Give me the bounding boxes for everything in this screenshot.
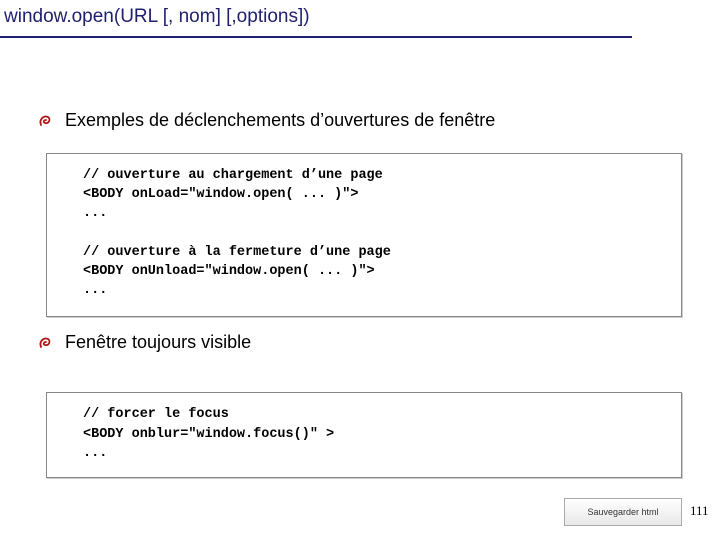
page-number: 111 — [690, 503, 709, 518]
bullet-item-open-examples — [38, 110, 495, 131]
code-line: <BODY onUnload="window.open( ... )"> — [83, 264, 375, 279]
bullet-text: Fenêtre toujours visible — [65, 332, 252, 352]
slide-title: window.open(URL [, nom] [,options]) — [4, 6, 310, 27]
code-line: // forcer le focus — [83, 407, 229, 422]
code-line: ... — [83, 446, 108, 461]
code-block-focus — [46, 392, 682, 478]
swirl-bullet-icon — [38, 336, 52, 350]
bullet-item-always-visible — [38, 332, 251, 353]
title-underline — [0, 36, 632, 38]
save-html-button[interactable]: Sauvegarder html — [564, 498, 682, 526]
code-line: <BODY onblur="window.focus()" > — [83, 427, 335, 442]
bullet-text: Exemples de déclenchements d’ouvertures de fenêtre — [65, 110, 496, 130]
code-line: ... — [83, 283, 108, 298]
code-line: ... — [83, 206, 108, 221]
code-line: // ouverture au chargement d’une page — [83, 168, 383, 183]
swirl-bullet-icon — [38, 114, 52, 128]
code-block-open-examples — [46, 153, 682, 317]
code-line: // ouverture à la fermeture d’une page — [83, 245, 391, 260]
code-line: <BODY onLoad="window.open( ... )"> — [83, 187, 359, 202]
